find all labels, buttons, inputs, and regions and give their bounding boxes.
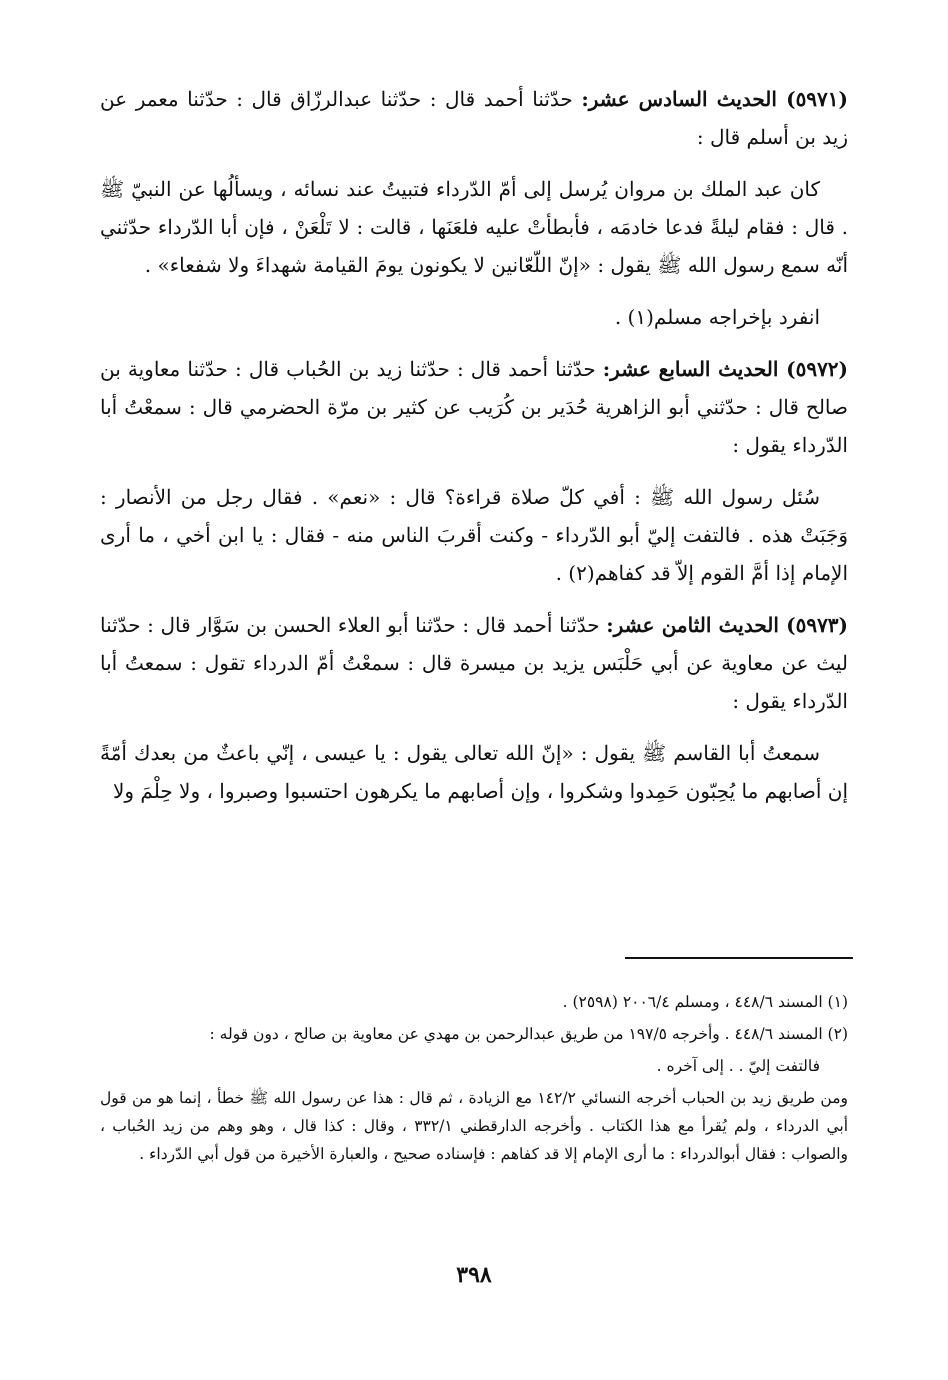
hadith-matn: كان عبد الملك بن مروان يُرسل إلى أمّ الدّرداء فتبيتُ عند نسائه ، ويسألُها عن النبيّ ﷺ . قال : فقام ليلةً فدعا خادمَه ، فأبطأتْ عليه فلعَنَها ، قالت : لا تَلْعَنْ ، فإن أبا الدّرداء حدّثني أنّه سمع رسول الله ﷺ يقول : «إنّ اللّعّانين لا يكونون يومَ القيامة شهداءَ ولا شفعاء» . [100,177,848,277]
takhrij-note: انفرد بإخراجه مسلم(١) . [614,305,820,329]
hadith-matn: سمعتُ أبا القاسم ﷺ يقول : «إنّ الله تعالى يقول : يا عيسى ، إنّي باعثٌ من بعدك أمّةً إن أصابهم ما يُحِبّون حَمِدوا وشكروا ، وإن أصابهم ما يكرهون احتسبوا وصبروا ، ولا حِلْمَ ولا [100,741,848,803]
main-text [100,80,848,824]
footnote-1: (١) المسند ٤٤٨/٦ ، ومسلم ٢٠٠٦/٤ (٢٥٩٨) . [562,993,848,1011]
hadith-5973 [100,606,848,720]
hadith-isnad: حدّثنا أحمد قال : حدّثنا زيد بن الحُباب قال : حدّثنا معاوية بن صالح قال : حدّثني أبو الزاهرية حُدَير بن كُرَيب عن كثير بن مرّة الحضرمي قال : سمعْتُ أبا الدّرداء يقول : [100,357,848,457]
hadith-heading: (٥٩٧١) الحديث السادس عشر: [581,87,848,111]
hadith-matn: سُئل رسول الله ﷺ : أفي كلّ صلاة قراءة؟ قال : «نعم» . فقال رجل من الأنصار : وَجَبَتْ هذه . فالتفت إليّ أبو الدّرداء - وكنت أقربَ الناس منه - فقال : يا ابن أخي ، ما أرى الإمام إذا أمَّ القوم إلاّ قد كفاهم(٢) . [100,485,848,585]
hadith-5971 [100,80,848,156]
hadith-isnad: حدّثنا أحمد قال : حدّثنا أبو العلاء الحسن بن سَوَّار قال : حدّثنا ليث عن معاوية عن أبي حَلْبَس يزيد بن ميسرة قال : سمعْتُ أمّ الدرداء تقول : سمعتُ أبا الدّرداء يقول : [100,613,849,713]
footnote-2-extra: ومن طريق زيد بن الحباب أخرجه النسائي ١٤٢/٢ مع الزيادة ، ثم قال : هذا عن رسول الله ﷺ خطأ ، إنما هو من قول أبي الدرداء ، ولم يُقرأ مع هذا الكتاب . وأخرجه الدارقطني ٣٣٢/١ ، وقال : كذا قال ، وهو وهم من زيد الحُباب ، والصواب : فقال أبوالدرداء : ما أرى الإمام إلا قد كفاهم : فإسناده صحيح ، والعبارة الأخيرة من قول أبي الدّرداء . [100,1089,849,1163]
footnotes [100,988,848,1172]
footnote-2-continuation: فالتفت إليّ . . إلى آخره . [656,1057,820,1075]
hadith-heading: (٥٩٧٣) الحديث الثامن عشر: [606,613,849,637]
hadith-5972 [100,350,848,464]
footnote-2: (٢) المسند ٤٤٨/٦ . وأخرجه ١٩٧/٥ من طريق عبدالرحمن بن مهدي عن معاوية بن صالح ، دون قوله : [209,1025,848,1043]
hadith-isnad: حدّثنا أحمد قال : حدّثنا عبدالرزّاق قال : حدّثنا معمر عن زيد بن أسلم قال : [100,87,848,149]
footnote-divider [625,957,853,959]
page-number: ٣٩٨ [456,1262,492,1288]
hadith-heading: (٥٩٧٢) الحديث السابع عشر: [602,357,849,381]
